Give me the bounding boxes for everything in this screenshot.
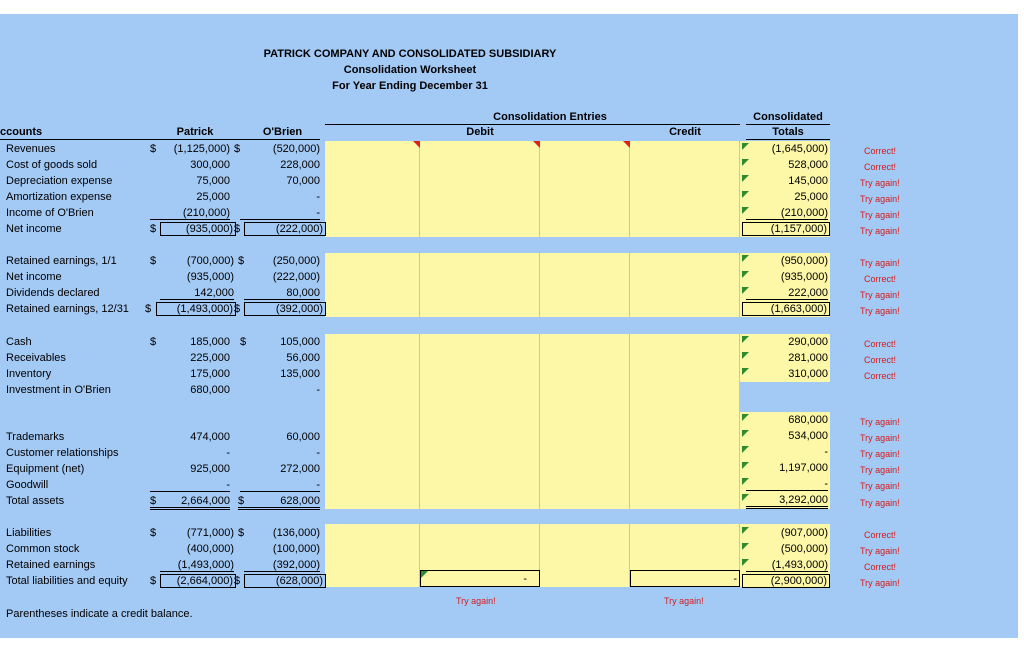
- check-flag-icon: [742, 255, 749, 262]
- row-label: Receivables: [6, 352, 66, 364]
- feedback-try-again: Try again!: [860, 417, 900, 427]
- row-label: Goodwill: [6, 479, 49, 491]
- check-flag-icon: [742, 336, 749, 343]
- consolidated-value: (2,900,000): [742, 574, 830, 588]
- row-label: Retained earnings, 12/31: [6, 303, 129, 315]
- obrien-value: -: [316, 384, 320, 396]
- dollar-sign: $: [238, 495, 245, 507]
- worksheet-subtitle: Consolidation Worksheet: [343, 64, 477, 76]
- row-label: Investment in O'Brien: [6, 384, 111, 396]
- check-flag-icon: [742, 191, 749, 198]
- consolidated-value: (950,000): [780, 255, 828, 267]
- feedback-try-again: Try again!: [860, 290, 900, 300]
- patrick-value: 75,000: [196, 175, 230, 187]
- credit-input-block-2a[interactable]: [540, 253, 630, 317]
- row-label: Total assets: [6, 495, 65, 507]
- consolidated-header: Consolidated: [753, 111, 823, 123]
- row-label: Total liabilities and equity: [6, 575, 128, 587]
- obrien-value: (222,000): [272, 271, 320, 283]
- check-flag-icon: [421, 571, 428, 578]
- consolidated-value: (907,000): [780, 527, 828, 539]
- patrick-value: 680,000: [190, 384, 230, 396]
- feedback-correct: Correct!: [864, 162, 897, 172]
- dollar-sign: $: [240, 336, 247, 348]
- feedback-try-again: Try again!: [860, 578, 900, 588]
- patrick-value: (771,000): [186, 527, 234, 539]
- row-label: Customer relationships: [6, 447, 119, 459]
- consolidated-rule: [746, 124, 830, 125]
- check-flag-icon: [742, 478, 749, 485]
- dollar-sign: $: [238, 527, 245, 539]
- comment-flag-icon: [413, 141, 420, 148]
- obrien-total: [238, 495, 320, 510]
- credit-total: [630, 570, 740, 587]
- patrick-value: (2,664,000): [160, 574, 236, 588]
- consolidated-value: (935,000): [780, 271, 828, 283]
- consolidated-value: (1,493,000): [746, 559, 828, 572]
- consolidated-value: (210,000): [746, 207, 828, 220]
- feedback-correct: Correct!: [864, 339, 897, 349]
- obrien-value: (136,000): [272, 527, 320, 539]
- feedback-try-again: Try again!: [860, 546, 900, 556]
- dollar-sign: $: [150, 495, 157, 507]
- obrien-value: 228,000: [280, 159, 320, 171]
- consolidated-value: (1,645,000): [771, 143, 828, 155]
- patrick-value: 2,664,000: [181, 495, 230, 507]
- feedback-try-again: Try again!: [860, 433, 900, 443]
- debit-input-block-3b[interactable]: [420, 334, 540, 509]
- row-label: Inventory: [6, 368, 52, 380]
- dollar-sign: $: [150, 143, 157, 155]
- comment-flag-icon: [623, 141, 630, 148]
- debit-input-block-3a[interactable]: [325, 334, 420, 509]
- patrick-value: (700,000): [186, 255, 234, 267]
- worksheet-title: PATRICK COMPANY AND CONSOLIDATED SUBSIDIARY: [263, 48, 557, 60]
- check-flag-icon: [742, 287, 749, 294]
- obrien-value: (222,000): [244, 222, 326, 236]
- consolidated-value: -: [824, 446, 828, 458]
- patrick-value: -: [226, 447, 230, 459]
- consolidated-value: 680,000: [788, 414, 828, 426]
- feedback-try-again: Try again!: [860, 449, 900, 459]
- worksheet: [0, 14, 1018, 638]
- obrien-value: (250,000): [272, 255, 320, 267]
- row-label: Dividends declared: [6, 287, 100, 299]
- row-label: Revenues: [6, 143, 56, 155]
- credit-input-block-1b[interactable]: [630, 141, 740, 237]
- consolidated-value: 528,000: [788, 159, 828, 171]
- patrick-value: 175,000: [190, 368, 230, 380]
- debit-input-block-2b[interactable]: [420, 253, 540, 317]
- check-flag-icon: [742, 207, 749, 214]
- check-flag-icon: [742, 271, 749, 278]
- patrick-value: 925,000: [190, 463, 230, 475]
- credit-input-block-2b[interactable]: [630, 253, 740, 317]
- patrick-value: (1,493,000): [160, 559, 234, 572]
- credit-input-block-1a[interactable]: [540, 141, 630, 237]
- consolidated-value: 534,000: [788, 430, 828, 442]
- patrick-value: (400,000): [186, 543, 234, 555]
- obrien-value: -: [240, 479, 320, 492]
- patrick-value: -: [150, 479, 230, 492]
- patrick-value: (1,125,000): [173, 143, 230, 155]
- obrien-value: -: [316, 447, 320, 459]
- consolidated-value: 310,000: [788, 368, 828, 380]
- patrick-value: (935,000): [160, 222, 236, 236]
- debit-total: [420, 570, 540, 587]
- feedback-correct: Correct!: [864, 355, 897, 365]
- check-flag-icon: [742, 143, 749, 150]
- dollar-sign: $: [150, 336, 157, 348]
- dollar-sign: $: [150, 575, 157, 587]
- check-flag-icon: [742, 559, 749, 566]
- consolidated-value: -: [746, 478, 828, 491]
- obrien-value: (520,000): [272, 143, 320, 155]
- consolidation-entries-header: Consolidation Entries: [493, 111, 607, 123]
- feedback-try-again: Try again!: [456, 596, 496, 606]
- obrien-value: (100,000): [272, 543, 320, 555]
- patrick-value: (935,000): [186, 271, 234, 283]
- check-flag-icon: [742, 494, 749, 501]
- row-label: Cost of goods sold: [6, 159, 98, 171]
- worksheet-period: For Year Ending December 31: [332, 80, 488, 92]
- debit-input-block-2a[interactable]: [325, 253, 420, 317]
- feedback-try-again: Try again!: [860, 498, 900, 508]
- row-label: Liabilities: [6, 527, 52, 539]
- row-label: Net income: [6, 223, 62, 235]
- credit-input-block-3b[interactable]: [630, 334, 740, 509]
- obrien-value: 135,000: [280, 368, 320, 380]
- dollar-sign: $: [234, 303, 241, 315]
- debit-input-block-4a[interactable]: [325, 524, 420, 587]
- obrien-header: O'Brien: [262, 126, 303, 138]
- patrick-value: (210,000): [150, 207, 230, 220]
- row-label: Retained earnings, 1/1: [6, 255, 117, 267]
- obrien-value: 628,000: [280, 495, 320, 507]
- patrick-header: Patrick: [176, 126, 214, 138]
- feedback-try-again: Try again!: [664, 596, 704, 606]
- check-flag-icon: [742, 352, 749, 359]
- patrick-value: 225,000: [190, 352, 230, 364]
- row-label: Cash: [6, 336, 32, 348]
- dollar-sign: $: [150, 527, 157, 539]
- row-label: Net income: [6, 271, 62, 283]
- obrien-value: (392,000): [244, 559, 320, 572]
- totals-header: Totals: [772, 126, 804, 138]
- debit-input-block-1b[interactable]: [420, 141, 540, 237]
- entries-rule: [325, 124, 740, 125]
- feedback-try-again: Try again!: [860, 194, 900, 204]
- dollar-sign: $: [150, 255, 157, 267]
- obrien-value: 80,000: [244, 287, 320, 300]
- header-rule-right: [746, 139, 830, 140]
- credit-total-value: -: [733, 573, 737, 585]
- feedback-try-again: Try again!: [860, 226, 900, 236]
- dollar-sign: $: [150, 223, 157, 235]
- row-label: Depreciation expense: [6, 175, 113, 187]
- feedback-try-again: Try again!: [860, 178, 900, 188]
- accounts-header: ccounts: [0, 126, 43, 138]
- header-rule-left: [0, 139, 320, 140]
- feedback-correct: Correct!: [864, 274, 897, 284]
- obrien-value: 105,000: [280, 336, 320, 348]
- obrien-value: 60,000: [286, 431, 320, 443]
- obrien-value: 56,000: [286, 352, 320, 364]
- feedback-try-again: Try again!: [860, 306, 900, 316]
- obrien-value: (628,000): [244, 574, 326, 588]
- dollar-sign: $: [234, 223, 241, 235]
- dollar-sign: $: [234, 575, 241, 587]
- row-label: Amortization expense: [6, 191, 112, 203]
- feedback-correct: Correct!: [864, 530, 897, 540]
- patrick-value: (1,493,000): [156, 302, 236, 316]
- consolidated-value: 3,292,000: [746, 494, 828, 509]
- consolidated-value: 222,000: [746, 287, 828, 300]
- consolidated-value: 25,000: [794, 191, 828, 203]
- check-flag-icon: [742, 543, 749, 550]
- consolidated-value: (500,000): [780, 543, 828, 555]
- consolidated-value: 281,000: [788, 352, 828, 364]
- dollar-sign: $: [238, 255, 245, 267]
- patrick-total: [150, 495, 230, 510]
- feedback-correct: Correct!: [864, 371, 897, 381]
- obrien-value: 272,000: [280, 463, 320, 475]
- patrick-value: 474,000: [190, 431, 230, 443]
- consolidated-value: 1,197,000: [779, 462, 828, 474]
- check-flag-icon: [742, 368, 749, 375]
- consolidated-value: (1,663,000): [742, 302, 830, 316]
- patrick-value: 185,000: [190, 336, 230, 348]
- obrien-value: -: [316, 191, 320, 203]
- row-label: Income of O'Brien: [6, 207, 94, 219]
- feedback-try-again: Try again!: [860, 465, 900, 475]
- feedback-correct: Correct!: [864, 146, 897, 156]
- check-flag-icon: [742, 430, 749, 437]
- feedback-try-again: Try again!: [860, 258, 900, 268]
- patrick-value: 142,000: [160, 287, 234, 300]
- check-flag-icon: [742, 527, 749, 534]
- debit-header: Debit: [466, 126, 494, 138]
- check-flag-icon: [742, 462, 749, 469]
- check-flag-icon: [742, 446, 749, 453]
- row-label: Trademarks: [6, 431, 65, 443]
- check-flag-icon: [742, 414, 749, 421]
- obrien-value: (392,000): [244, 302, 326, 316]
- dollar-sign: $: [145, 303, 152, 315]
- comment-flag-icon: [533, 141, 540, 148]
- obrien-value: -: [240, 207, 320, 220]
- consolidated-value: 145,000: [788, 175, 828, 187]
- row-label: Retained earnings: [6, 559, 96, 571]
- feedback-correct: Correct!: [864, 562, 897, 572]
- dollar-sign: $: [234, 143, 241, 155]
- feedback-try-again: Try again!: [860, 210, 900, 220]
- consolidated-value: (1,157,000): [742, 222, 830, 236]
- footnote: Parentheses indicate a credit balance.: [6, 608, 193, 620]
- credit-input-block-4a[interactable]: [540, 524, 630, 587]
- patrick-value: 25,000: [196, 191, 230, 203]
- credit-input-block-3a[interactable]: [540, 334, 630, 509]
- credit-header: Credit: [669, 126, 701, 138]
- patrick-value: 300,000: [190, 159, 230, 171]
- feedback-try-again: Try again!: [860, 481, 900, 491]
- row-label: Common stock: [6, 543, 80, 555]
- check-flag-icon: [742, 159, 749, 166]
- row-label: Equipment (net): [6, 463, 85, 475]
- debit-total-value: -: [523, 573, 527, 585]
- obrien-value: 70,000: [286, 175, 320, 187]
- check-flag-icon: [742, 175, 749, 182]
- consolidated-value: 290,000: [788, 336, 828, 348]
- debit-input-block-1a[interactable]: [325, 141, 420, 237]
